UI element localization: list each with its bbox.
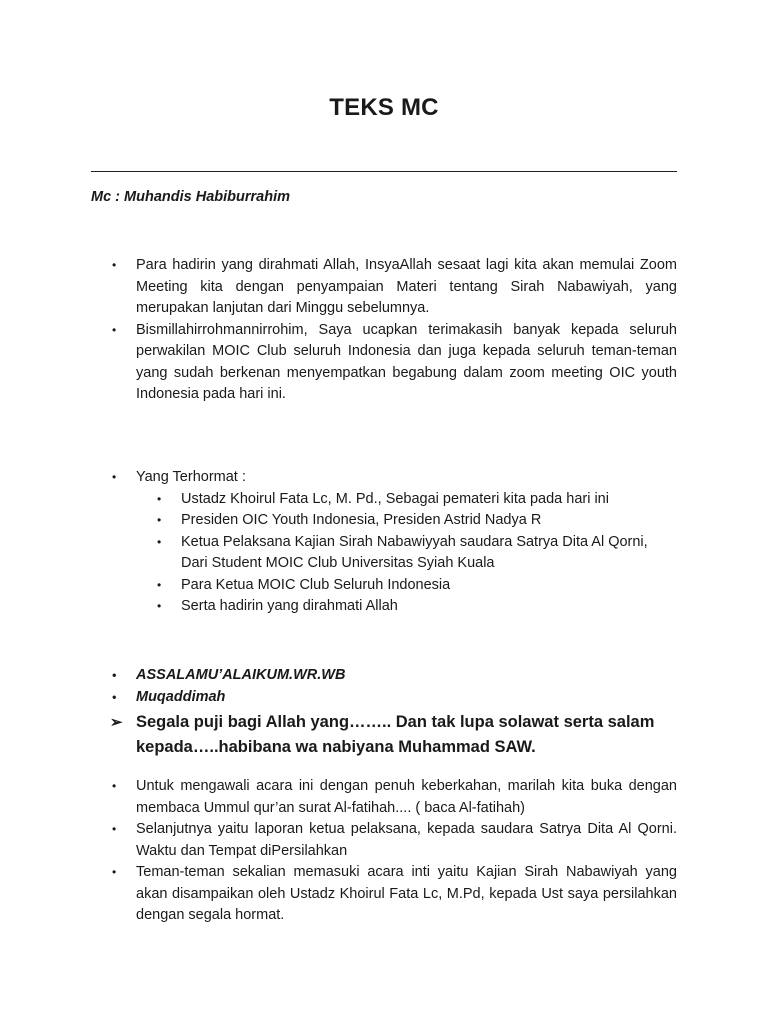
sub-list-item <box>0 532 768 575</box>
bullet-icon: • <box>157 599 162 613</box>
honored-list <box>0 467 768 618</box>
intro-paragraph-1: Para hadirin yang dirahmati Allah, InsyaAllah sesaat lagi kita akan memulai Zoom Meeting kita dengan penyampaian Materi tentang Sirah Nabawiyah, yang merupakan lanjutan dari Minggu sebelumnya. <box>136 257 677 316</box>
bullet-icon: • <box>112 865 117 879</box>
honored-guest: Presiden OIC Youth Indonesia, Presiden Astrid Nadya R <box>181 512 542 528</box>
bullet-icon: • <box>112 779 117 793</box>
list-item <box>0 710 768 760</box>
opening-list <box>0 665 768 760</box>
list-item <box>0 255 768 320</box>
bullet-icon: • <box>157 491 162 506</box>
bullet-icon: • <box>157 534 162 549</box>
bullet-icon: • <box>157 577 162 592</box>
salam-text: ASSALAMU’ALAIKUM.WR.WB <box>136 667 346 683</box>
honored-heading: Yang Terhormat : <box>136 469 246 485</box>
list-item <box>0 687 768 709</box>
sub-list-item <box>0 489 768 511</box>
list-item <box>0 862 768 927</box>
bullet-icon: • <box>157 513 162 527</box>
sub-list-item <box>0 575 768 597</box>
bullet-icon: • <box>112 322 117 337</box>
bullet-icon: • <box>112 668 117 682</box>
sub-list-item <box>0 510 768 532</box>
honored-guest: Ketua Pelaksana Kajian Sirah Nabawiyyah saudara Satrya Dita Al Qorni, Dari Student MOIC Club Universitas Syiah Kuala <box>181 533 648 571</box>
sub-list-item <box>0 596 768 618</box>
intro-paragraph-2: Bismillahirrohmannirrohim, Saya ucapkan terimakasih banyak kepada seluruh perwakilan MOIC Club seluruh Indonesia dan juga kepada seluruh teman-teman yang sudah berkenan menyempatkan begabung dalam zoom meeting OIC youth Indonesia pada hari ini. <box>136 321 677 402</box>
closing-list <box>0 776 768 927</box>
honored-guest: Para Ketua MOIC Club Seluruh Indonesia <box>181 576 451 593</box>
muqaddimah-text: Muqaddimah <box>136 688 226 705</box>
honored-guest: Ustadz Khoirul Fata Lc, M. Pd., Sebagai pemateri kita pada hari ini <box>181 490 609 507</box>
list-item <box>0 665 768 687</box>
list-item <box>0 320 768 406</box>
honored-guest: Serta hadirin yang dirahmati Allah <box>181 598 398 614</box>
praise-text: Segala puji bagi Allah yang…….. Dan tak lupa solawat serta salam kepada…..habibana wa nabiyana Muhammad SAW. <box>136 713 655 756</box>
page-title: TEKS MC <box>329 94 439 121</box>
closing-paragraph-2: Selanjutnya yaitu laporan ketua pelaksana, kepada saudara Satrya Dita Al Qorni. Waktu dan Tempat diPersilahkan <box>136 821 677 859</box>
bullet-icon: • <box>112 822 117 836</box>
horizontal-rule <box>91 171 677 172</box>
intro-list <box>0 255 768 406</box>
closing-paragraph-1: Untuk mengawali acara ini dengan penuh keberkahan, marilah kita buka dengan membaca Ummul qur’an surat Al-fatihah.... ( baca Al-fatihah) <box>136 778 677 816</box>
bullet-icon: • <box>112 470 117 484</box>
bullet-icon: • <box>112 258 117 272</box>
arrow-bullet-icon: ➢ <box>110 714 123 731</box>
closing-paragraph-3: Teman-teman sekalian memasuki acara inti yaitu Kajian Sirah Nabawiyah yang akan disampaikan oleh Ustadz Khoirul Fata Lc, M.Pd, kepada Ust saya persilahkan dengan segala hormat. <box>136 864 677 923</box>
bullet-icon: • <box>112 689 117 704</box>
list-item <box>0 819 768 862</box>
list-item <box>0 467 768 489</box>
mc-name: Mc : Muhandis Habiburrahim <box>91 189 290 205</box>
list-item <box>0 776 768 819</box>
